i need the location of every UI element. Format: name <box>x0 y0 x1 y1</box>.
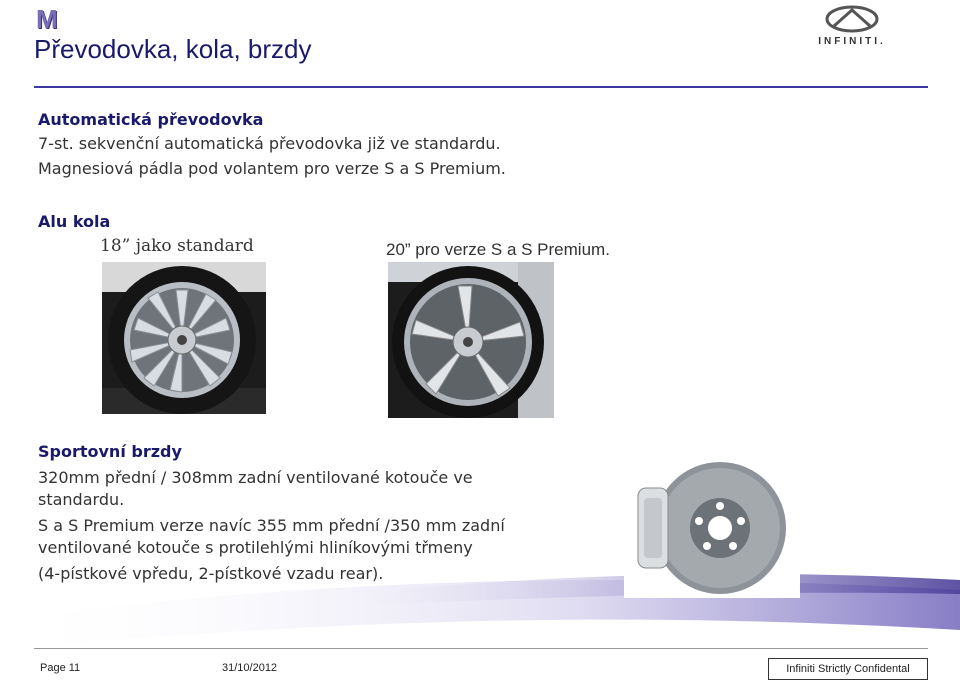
wheel-18-image <box>102 262 266 414</box>
infiniti-logo <box>806 4 898 50</box>
transmission-line-1: 7-st. sekvenční automatická převodovka již ve standardu. <box>38 134 501 153</box>
brakes-line-5: (4-pístkové vpředu, 2-pístkové vzadu rear). <box>38 564 384 583</box>
footer-date: 31/10/2012 <box>222 662 278 674</box>
wheel-std-caption: 18” jako standard <box>100 236 254 256</box>
brakes-heading: Sportovní brzdy <box>38 442 182 461</box>
wheel-20-image <box>388 262 554 418</box>
m-logo: M <box>36 4 58 34</box>
brakes-line-1: 320mm přední / 308mm zadní ventilované kotouče ve <box>38 468 473 487</box>
brand-name: INFINITI. <box>818 36 886 47</box>
infiniti-emblem-icon <box>824 4 880 34</box>
page-number: Page 11 <box>40 662 81 674</box>
brakes-line-2: standardu. <box>38 490 125 509</box>
header-rule <box>34 86 928 88</box>
transmission-line-2: Magnesiová pádla pod volantem pro verze S a S Premium. <box>38 159 506 178</box>
page-title: Převodovka, kola, brzdy <box>34 34 312 64</box>
wheel-premium-caption: 20” pro verze S a S Premium. <box>386 240 610 259</box>
brake-disc-image <box>624 458 800 598</box>
transmission-heading: Automatická převodovka <box>38 110 264 129</box>
confidential-badge: Infiniti Strictly Confidental <box>768 658 928 680</box>
footer-rule <box>34 648 928 649</box>
wheels-heading: Alu kola <box>38 212 111 231</box>
brakes-line-3: S a S Premium verze navíc 355 mm přední /350 mm zadní <box>38 516 505 535</box>
brakes-line-4: ventilované kotouče s protilehlými hliníkovými třmeny <box>38 538 473 557</box>
